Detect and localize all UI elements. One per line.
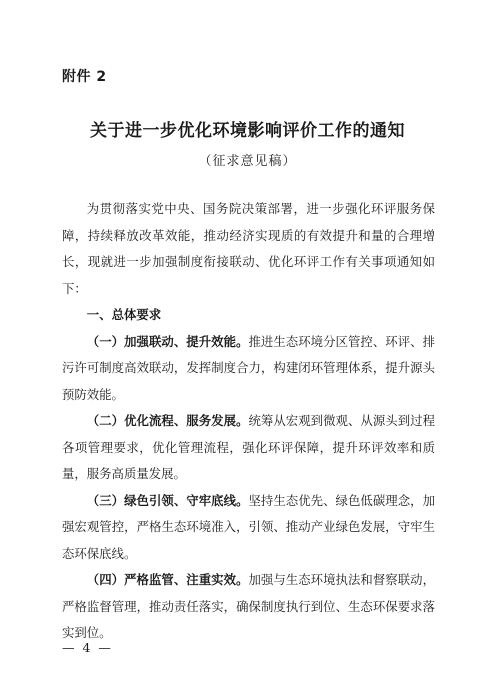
intro-paragraph: 为贯彻落实党中央、国务院决策部署，进一步强化环评服务保障，持续释放改革效能，推动经济实现质的有效提升和量的合理增长，现就进一步加强制度衔接联动、优化环评工作有关事项通知如下： xyxy=(62,201,435,296)
attachment-label: 附件 2 xyxy=(62,69,107,85)
requirement-item-2 xyxy=(62,408,435,488)
requirement-item-3-lead: （三）绿色引领、守牢底线。 xyxy=(86,492,249,508)
requirement-item-2-text: 统筹从宏观到微观、从源头到过程各项管理要求，优化管理流程，强化环评保障，提升环评效率和质量，服务高质量发展。 xyxy=(62,413,435,481)
requirement-item-3-text: 坚持生态优先、绿色低碳理念，加强宏观管控，严格生态环境准入，引领、推动产业绿色发展，守牢生态环保底线。 xyxy=(62,492,435,561)
requirement-item-2-lead: （二）优化流程、服务发展。 xyxy=(86,413,249,428)
document-subtitle: （征求意见稿） xyxy=(198,154,297,169)
requirement-item-1 xyxy=(62,329,435,409)
document-body xyxy=(62,196,435,647)
requirement-item-4-text: 加强与生态环境执法和督察联动，严格监督管理，推动责任落实，确保制度执行到位、生态环保要求落实到位。 xyxy=(62,572,435,640)
requirement-item-1-text: 推进生态环境分区管控、环评、排污许可制度高效联动，发挥制度合力，构建闭环管理体系，提升源头预防效能。 xyxy=(62,333,435,402)
section-heading: 一、总体要求 xyxy=(86,307,162,322)
document-title: 关于进一步优化环境影响评价工作的通知 xyxy=(90,121,405,141)
requirement-item-4-lead: （四）严格监管、注重实效。 xyxy=(86,572,249,587)
requirement-item-4 xyxy=(62,567,435,647)
page-number: — 4 — xyxy=(62,640,113,655)
requirement-item-3 xyxy=(62,488,435,568)
requirement-item-1-lead: （一）加强联动、提升效能。 xyxy=(86,333,249,349)
